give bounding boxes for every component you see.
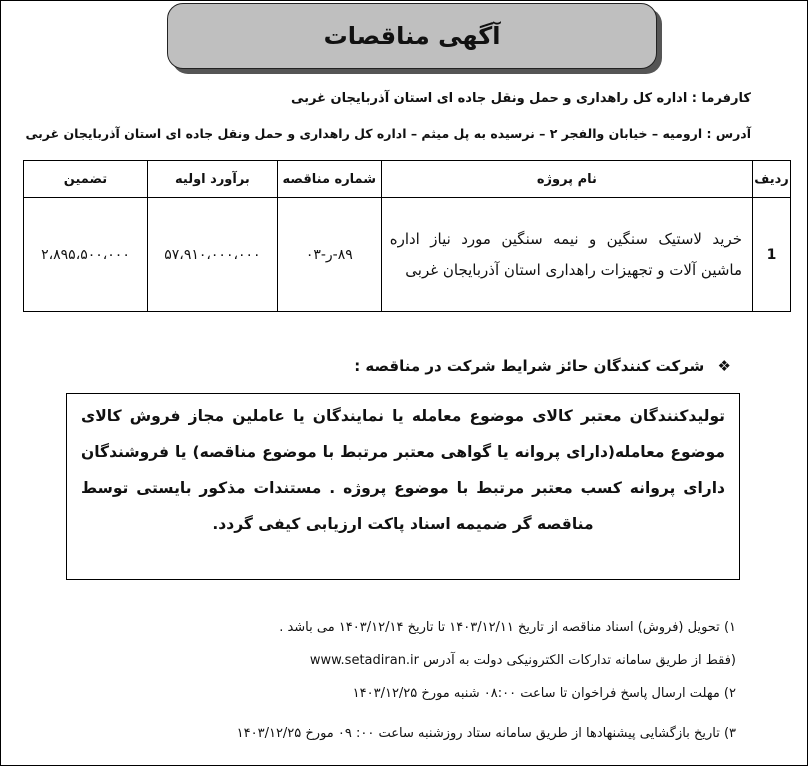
employer-line: کارفرما : اداره کل راهداری و حمل ونقل جاده ای استان آذربایجان غربی: [291, 91, 751, 106]
header-initial-estimate: برآورد اولیه: [147, 161, 277, 198]
header-row-number: ردیف: [753, 161, 791, 198]
note-setad-address: (فقط از طریق سامانه تدارکات الکترونیکی دولت به آدرس www.setadiran.ir: [309, 653, 736, 668]
note-sale-dates: ۱) تحویل (فروش) اسناد مناقصه از تاریخ ۱۴۰۳/۱۲/۱۱ تا تاریخ ۱۴۰۳/۱۲/۱۴ می باشد .: [279, 620, 736, 635]
note-opening-date: ۳) تاریخ بازگشایی پیشنهادها از طریق سامانه ستاد روزشنبه ساعت ۰۰: ۰۹ مورخ ۱۴۰۳/۱۲/۲۵: [236, 726, 736, 741]
cell-guarantee: ۲،۸۹۵،۵۰۰،۰۰۰: [24, 198, 148, 312]
conditions-box: تولیدکنندگان معتبر کالای موضوع معامله یا نمایندگان یا عاملین مجاز فروش کالای موضوع معامله(دارای پروانه یا گواهی معتبر مرتبط با موضوع مناقصه) یا فروشندگان دارای پروانه کسب معتبر مرتبط با موضوع پروژه . مستندات مذکور بایستی توسط مناقصه گر ضمیمه اسناد پاکت ارزیابی کیفی گردد.: [66, 393, 740, 580]
tender-table: [23, 160, 791, 312]
table-header-row: [24, 161, 791, 198]
page-title: [167, 3, 657, 69]
cell-project-name: خرید لاستیک سنگین و نیمه سنگین مورد نیاز اداره ماشین آلات و تجهیزات راهداری استان آذربایجان غربی: [381, 198, 752, 312]
cell-tender-number: ۸۹-ر-۰۳: [277, 198, 381, 312]
header-guarantee: تضمین: [24, 161, 148, 198]
note-submission-deadline: ۲) مهلت ارسال پاسخ فراخوان تا ساعت ۰۸:۰۰ شنبه مورخ ۱۴۰۳/۱۲/۲۵: [352, 686, 736, 701]
header-project-name: نام پروژه: [381, 161, 752, 198]
conditions-heading-text: شرکت کنندگان حائز شرایط شرکت در مناقصه :: [354, 357, 705, 375]
conditions-heading: [354, 357, 731, 375]
title-text: آگهی مناقصات: [323, 22, 501, 50]
table-row: [24, 198, 791, 312]
diamond-bullet-icon: ❖: [717, 357, 731, 375]
cell-initial-estimate: ۵۷،۹۱۰،۰۰۰،۰۰۰: [147, 198, 277, 312]
address-line: آدرس : ارومیه – خیابان والفجر ۲ – نرسیده به پل میثم – اداره کل راهداری و حمل ونقل جاده ای استان آذربایجان غربی: [25, 126, 751, 141]
header-tender-number: شماره مناقصه: [277, 161, 381, 198]
cell-row-number: 1: [753, 198, 791, 312]
